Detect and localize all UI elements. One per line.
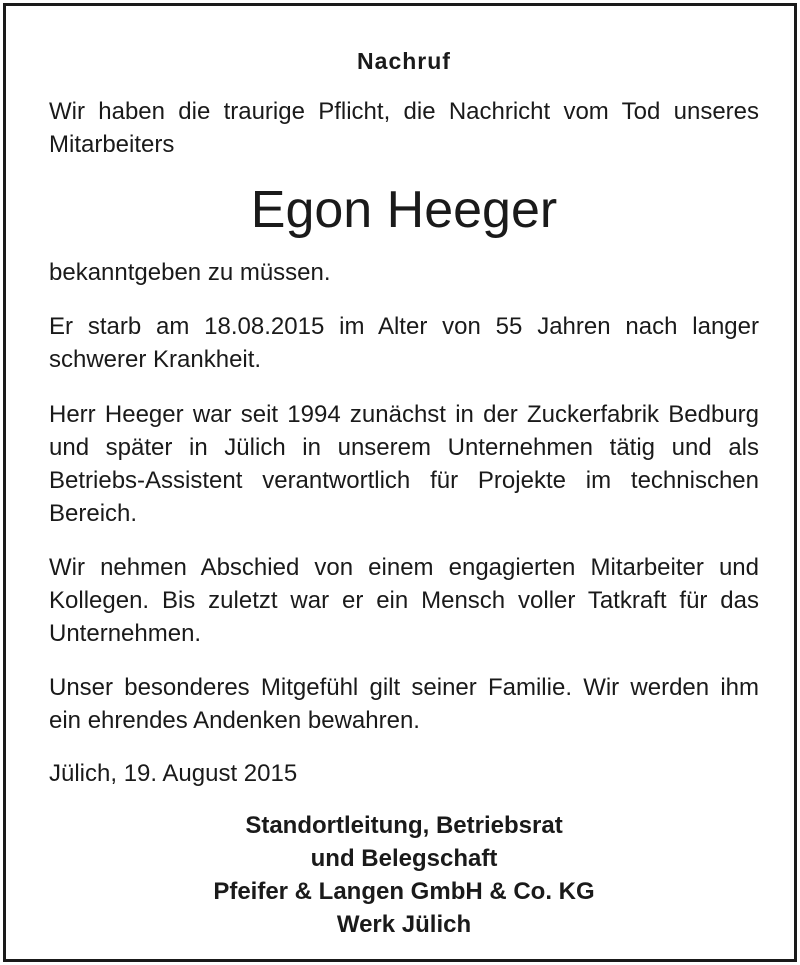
signature-line-4: Werk Jülich: [336, 911, 472, 938]
career-paragraph: Herr Heeger war seit 1994 zunächst in der Zuckerfabrik Bedburg und später in Jülich in unserem Unternehmen tätig und als Betriebs-Assistent verantwortlich für Projekte im technischen Bereich.: [49, 401, 759, 527]
signature-line-1: Standortleitung, Betriebsrat: [245, 812, 563, 839]
place-date: Jülich, 19. August 2015: [49, 760, 298, 787]
signature-block: [49, 809, 759, 941]
obituary-frame: [3, 3, 797, 962]
obituary-heading: Nachruf: [357, 48, 451, 74]
sympathy-paragraph: Unser besonderes Mitgefühl gilt seiner Familie. Wir werden ihm ein ehrendes Andenken bewahren.: [49, 674, 759, 734]
intro-paragraph: Wir haben die traurige Pflicht, die Nachricht vom Tod unseres Mitarbeiters: [49, 98, 759, 158]
death-info-paragraph: Er starb am 18.08.2015 im Alter von 55 Jahren nach langer schwerer Krankheit.: [49, 313, 759, 373]
farewell-paragraph: Wir nehmen Abschied von einem engagierten Mitarbeiter und Kollegen. Bis zuletzt war er ein Mensch voller Tatkraft für das Unternehmen.: [49, 554, 759, 647]
signature-line-2: und Belegschaft: [310, 845, 498, 872]
intro-end-paragraph: bekanntgeben zu müssen.: [49, 259, 331, 286]
signature-line-3: Pfeifer & Langen GmbH & Co. KG: [213, 878, 595, 905]
deceased-name: Egon Heeger: [250, 181, 558, 239]
